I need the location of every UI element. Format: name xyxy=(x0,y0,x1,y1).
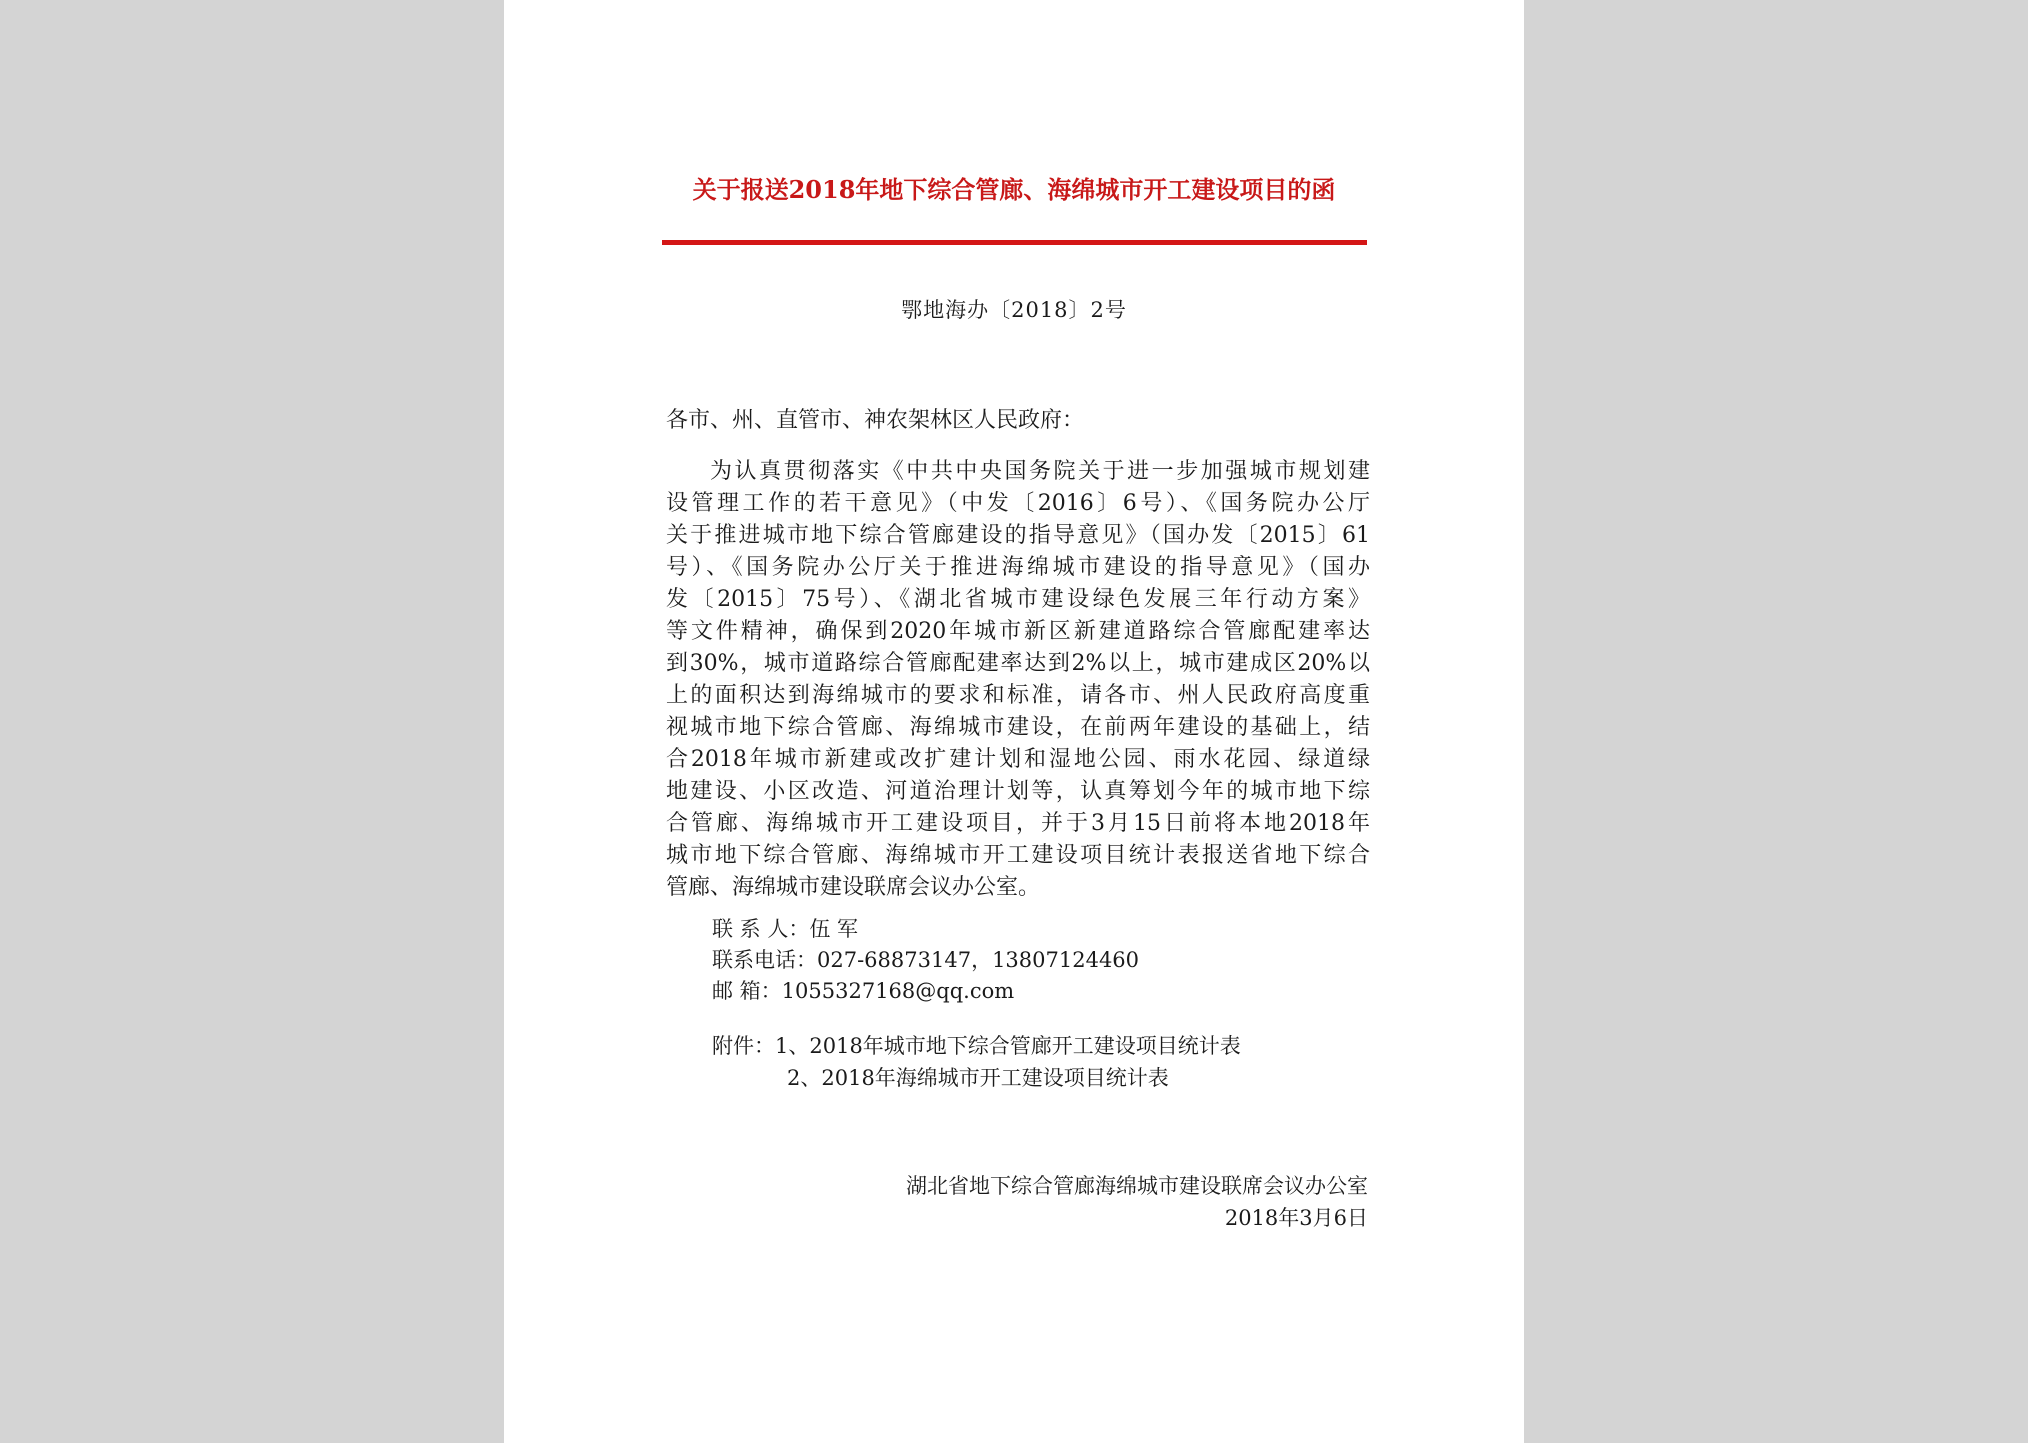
body-line: 视城市地下综合管廊、海绵城市建设，在前两年建设的基础上，结 xyxy=(666,715,1370,740)
body-line: 为认真贯彻落实《中共中央国务院关于进一步加强城市规划建 xyxy=(710,459,1370,484)
red-header-rule xyxy=(662,240,1367,245)
contact-person: 联 系 人：伍 军 xyxy=(712,917,859,941)
body-line: 发〔2015〕75号）、《湖北省城市建设绿色发展三年行动方案》 xyxy=(666,587,1370,612)
attachment-item: 附件：1、2018年城市地下综合管廊开工建设项目统计表 xyxy=(712,1034,1241,1058)
attachments-block xyxy=(712,1030,1241,1094)
contact-phone: 联系电话：027-68873147，13807124460 xyxy=(712,948,1140,972)
body-line: 到30%，城市道路综合管廊配建率达到2%以上，城市建成区20%以 xyxy=(666,651,1370,676)
contact-block xyxy=(712,914,1139,1007)
body-line: 关于推进城市地下综合管廊建设的指导意见》（国办发〔2015〕61 xyxy=(666,523,1371,548)
signature-organization: 湖北省地下综合管廊海绵城市建设联席会议办公室 xyxy=(906,1174,1368,1198)
body-line: 号）、《国务院办公厅关于推进海绵城市建设的指导意见》（国办 xyxy=(666,555,1370,580)
attachment-item: 2、2018年海绵城市开工建设项目统计表 xyxy=(787,1066,1169,1090)
body-line: 地建设、小区改造、河道治理计划等，认真筹划今年的城市地下综 xyxy=(666,779,1370,804)
document-number: 鄂地海办〔2018〕2号 xyxy=(901,298,1127,322)
body-line: 城市地下综合管廊、海绵城市开工建设项目统计表报送省地下综合 xyxy=(666,843,1370,868)
document-page xyxy=(504,0,1524,1443)
body-text xyxy=(666,456,1370,904)
body-line: 合管廊、海绵城市开工建设项目，并于3月15日前将本地2018年 xyxy=(666,811,1370,836)
body-line: 管廊、海绵城市建设联席会议办公室。 xyxy=(666,875,1041,900)
body-line: 合2018年城市新建或改扩建计划和湿地公园、雨水花园、绿道绿 xyxy=(666,747,1370,772)
document-title: 关于报送2018年地下综合管廊、海绵城市开工建设项目的函 xyxy=(692,175,1336,204)
body-line: 上的面积达到海绵城市的要求和标准，请各市、州人民政府高度重 xyxy=(666,683,1370,708)
body-line: 等文件精神，确保到2020年城市新区新建道路综合管廊配建率达 xyxy=(666,619,1370,644)
salutation: 各市、州、直管市、神农架林区人民政府： xyxy=(666,408,1085,433)
contact-email: 邮 箱：1055327168@qq.com xyxy=(712,979,1015,1003)
signature-block xyxy=(906,1170,1368,1234)
signature-date: 2018年3月6日 xyxy=(1224,1206,1368,1230)
body-line: 设管理工作的若干意见》（中发〔2016〕6号）、《国务院办公厅 xyxy=(666,491,1370,516)
